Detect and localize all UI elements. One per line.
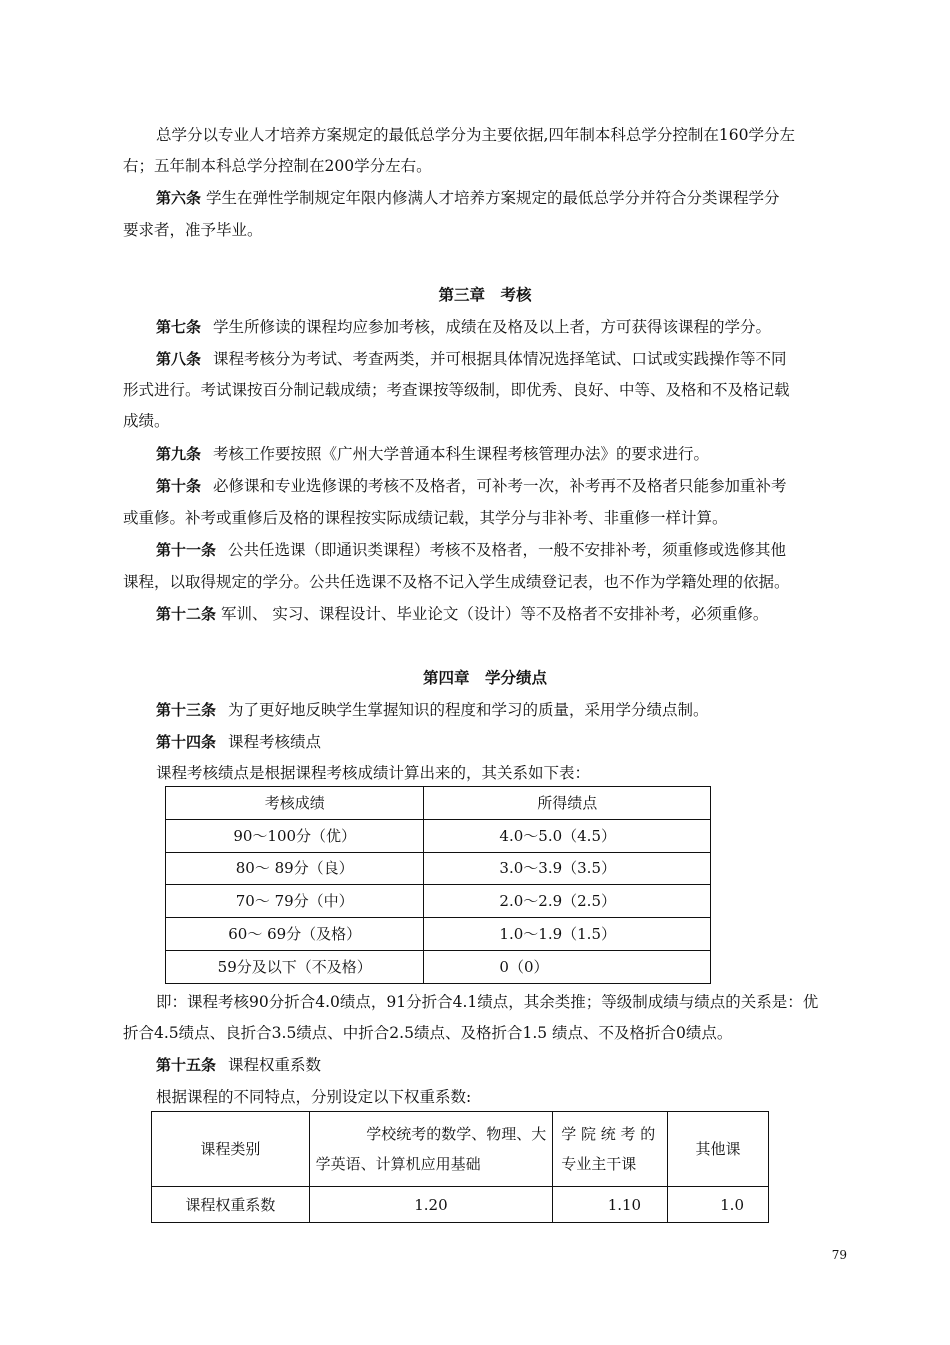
article-6 [156,187,847,209]
article-text: 课程权重系数 [228,1056,322,1074]
paragraph-line: 折合4.5绩点、良折合3.5绩点、中折合2.5绩点、及格折合1.5 绩点、不及格折合0绩点。 [123,1024,733,1042]
table-cell: 0（0） [424,950,711,983]
table-header-cell [553,1112,668,1187]
table-cell: 1.0～1.9（1.5） [424,918,711,951]
article-label: 第八条 [156,350,202,368]
article-text: 课程考核分为考试、考查两类，并可根据具体情况选择笔试、口试或实践操作等不同 [213,350,787,368]
chapter-4-title: 第四章 学分绩点 [422,669,547,687]
weight-table-intro: 根据课程的不同特点，分别设定以下权重系数: [156,1088,472,1106]
article-14 [156,731,847,753]
table-header-cell: 课程类别 [152,1112,310,1187]
article-text: 公共任选课（即通识类课程）考核不及格者，一般不安排补考，须重修或选修其他 [228,541,787,559]
table-row [166,885,711,918]
conversion-note: 即：课程考核90分折合4.0绩点，91分折合4.1绩点，其余类推；等级制成绩与绩点的关系是：优 [156,993,819,1011]
paragraph-line: 要求者，准予毕业。 [123,221,263,239]
article-8 [156,348,847,370]
article-11 [156,539,847,561]
paragraph-line: 形式进行。考试课按百分制记载成绩；考查课按等级制，即优秀、良好、中等、及格和不及格记载 [123,381,790,399]
paragraph-line: 右；五年制本科总学分控制在200学分左右。 [123,157,432,175]
article-label: 第九条 [156,445,202,463]
table-cell: 59分及以下（不及格） [166,950,424,983]
table-row [166,918,711,951]
paragraph-line: 或重修。补考或重修后及格的课程按实际成绩记载，其学分与非补考、非重修一样计算。 [123,509,728,527]
article-13 [156,699,847,721]
table-header-cell: 其他课 [668,1112,769,1187]
table-cell: 课程权重系数 [152,1187,310,1223]
table-header-cell [309,1112,553,1187]
table-cell: 1.10 [553,1187,668,1223]
article-label: 第十条 [156,477,202,495]
article-10 [156,475,847,497]
chapter-3-title: 第三章 考核 [438,286,532,304]
article-15 [156,1054,847,1076]
article-text: 考核工作要按照《广州大学普通本科生课程考核管理办法》的要求进行。 [213,445,710,463]
table-row [166,852,711,885]
article-text: 必修课和专业选修课的考核不及格者，可补考一次，补考再不及格者只能参加重补考 [213,477,787,495]
article-label: 第十三条 [156,701,217,719]
table-header-row [166,787,711,820]
paragraph-line: 总学分以专业人才培养方案规定的最低总学分为主要依据,四年制本科总学分控制在160学分左 [156,126,796,144]
header-line: 学英语、计算机应用基础 [315,1155,481,1173]
article-label: 第十一条 [156,541,217,559]
table-cell: 60～ 69分（及格） [166,918,424,951]
table-cell: 2.0～2.9（2.5） [424,885,711,918]
table-row [166,950,711,983]
weight-coefficient-table [151,1111,769,1223]
header-line: 学校统考的数学、物理、大 [366,1125,547,1143]
paragraph-line: 课程，以取得规定的学分。公共任选课不及格不记入学生成绩登记表，也不作为学籍处理的依据。 [123,573,790,591]
article-12 [156,603,847,625]
table-cell: 4.0～5.0（4.5） [424,819,711,852]
article-label: 第十四条 [156,733,217,751]
table-row [166,819,711,852]
article-text: 军训、 实习、课程设计、毕业论文（设计）等不及格者不安排补考，必须重修。 [220,605,769,623]
table-cell: 3.0～3.9（3.5） [424,852,711,885]
article-7 [156,316,847,338]
article-label: 第六条 [156,189,202,207]
table-cell: 90～100分（优） [166,819,424,852]
table-cell: 1.20 [309,1187,553,1223]
table-header-cell: 所得绩点 [424,787,711,820]
article-text: 学生在弹性学制规定年限内修满人才培养方案规定的最低总学分并符合分类课程学分 [205,189,780,207]
table-cell: 70～ 79分（中） [166,885,424,918]
table-header-cell: 考核成绩 [166,787,424,820]
paragraph-line: 成绩。 [123,412,170,430]
article-label: 第十五条 [156,1056,217,1074]
grade-table-intro: 课程考核绩点是根据课程考核成绩计算出来的，其关系如下表： [156,764,591,782]
article-text: 课程考核绩点 [228,733,322,751]
grade-point-table [165,786,711,984]
article-text: 为了更好地反映学生掌握知识的程度和学习的质量，采用学分绩点制。 [228,701,709,719]
article-label: 第七条 [156,318,202,336]
page-number: 79 [831,1248,847,1262]
table-row [152,1187,769,1223]
header-line: 专业主干课 [561,1155,637,1173]
article-text: 学生所修读的课程均应参加考核，成绩在及格及以上者，方可获得该课程的学分。 [213,318,772,336]
article-label: 第十二条 [156,605,217,623]
header-line: 学 院 统 考 的 [561,1125,656,1143]
article-9 [156,443,847,465]
table-header-row [152,1112,769,1187]
table-cell: 80～ 89分（良） [166,852,424,885]
table-cell: 1.0 [668,1187,769,1223]
